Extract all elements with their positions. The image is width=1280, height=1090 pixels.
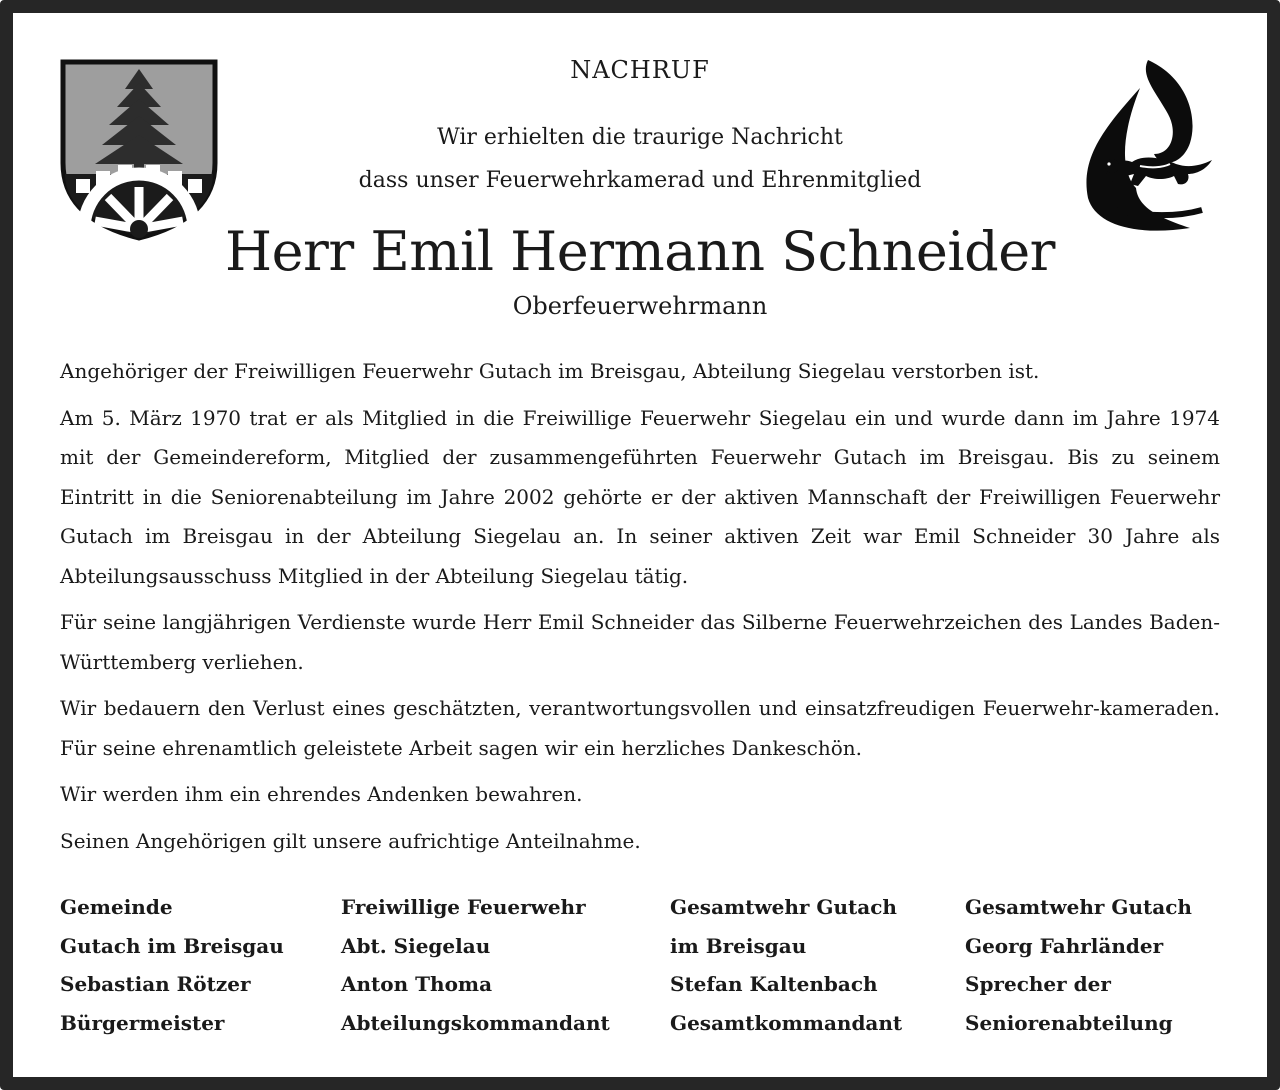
paragraph: Wir bedauern den Verlust eines geschätzten, verantwortungsvollen und einsatzfreudigen Feuerwehr-kameraden. Für seine ehrenamtlich geleistete Arbeit sagen wir ein herzliches Dankeschön. xyxy=(60,696,1220,760)
intro-line-2: dass unser Feuerwehrkamerad und Ehrenmitglied xyxy=(358,168,922,193)
deceased-rank: Oberfeuerwehrmann xyxy=(512,292,768,320)
signature-senior-speaker xyxy=(965,888,1192,1042)
signature-line: Stefan Kaltenbach xyxy=(670,972,878,996)
notice-heading: NACHRUF xyxy=(570,56,710,84)
signature-line: Gesamtkommandant xyxy=(670,1010,903,1035)
signature-line: Sebastian Rötzer xyxy=(60,972,251,996)
paragraph: Wir werden ihm ein ehrendes Andenken bewahren. xyxy=(60,782,583,806)
paragraph: Für seine langjährigen Verdienste wurde Herr Emil Schneider das Silberne Feuerwehrzeichen des Landes Baden-Württemberg verliehen. xyxy=(60,610,1220,674)
signature-line: Seniorenabteilung xyxy=(965,1010,1173,1035)
signature-line: im Breisgau xyxy=(670,933,807,958)
signature-overall-commander xyxy=(670,888,902,1042)
signature-volunteer-fire-department xyxy=(341,888,610,1042)
signature-line: Abteilungskommandant xyxy=(341,1010,610,1035)
signature-line: Gutach im Breisgau xyxy=(60,933,284,958)
paragraph: Angehöriger der Freiwilligen Feuerwehr Gutach im Breisgau, Abteilung Siegelau verstorben ist. xyxy=(60,359,1040,383)
signature-municipality xyxy=(60,888,284,1042)
signature-line: Gemeinde xyxy=(60,895,173,919)
notice-body xyxy=(60,352,1220,868)
intro-line-1: Wir erhielten die traurige Nachricht xyxy=(437,125,843,150)
signature-line: Abt. Siegelau xyxy=(341,933,491,958)
deceased-name: Herr Emil Hermann Schneider xyxy=(224,220,1055,283)
signature-line: Freiwillige Feuerwehr xyxy=(341,895,586,919)
signature-line: Bürgermeister xyxy=(60,1010,225,1035)
signature-line: Georg Fahrländer xyxy=(965,933,1164,958)
paragraph: Seinen Angehörigen gilt unsere aufrichtige Anteilnahme. xyxy=(60,828,641,853)
signature-line: Sprecher der xyxy=(965,972,1111,996)
signature-line: Gesamtwehr Gutach xyxy=(965,895,1192,919)
signature-line: Gesamtwehr Gutach xyxy=(670,895,897,919)
paragraph: Am 5. März 1970 trat er als Mitglied in die Freiwillige Feuerwehr Siegelau ein und wurde dann im Jahre 1974 mit der Gemeindereform, Mitglied der zusammengeführten Feuerwehr Gutach im Breisgau. Bis zu seinem Eintritt in die Seniorenabteilung im Jahre 2002 gehörte er der aktiven Mannschaft der Freiwilligen Feuerwehr Gutach im Breisgau in der Abteilung Siegelau an. In seiner aktiven Zeit war Emil Schneider 30 Jahre als Abteilungsausschuss Mitglied in der Abteilung Siegelau tätig. xyxy=(60,405,1220,588)
coat-of-arms-icon xyxy=(60,59,218,241)
signature-line: Anton Thoma xyxy=(341,972,493,996)
